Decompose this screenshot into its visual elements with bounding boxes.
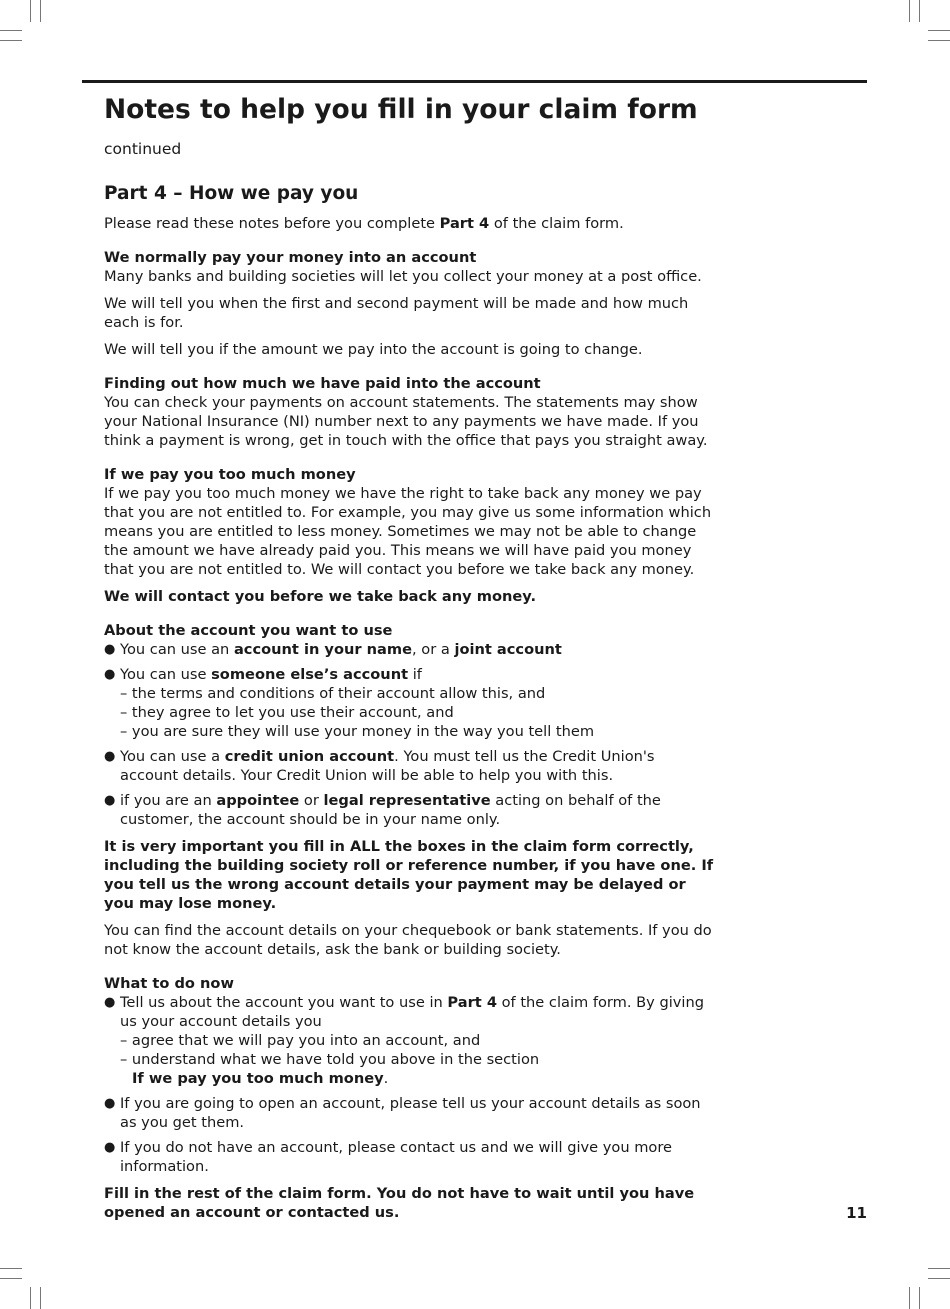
paragraph: We will tell you if the amount we pay into the account is going to change.	[104, 341, 643, 358]
crop-mark	[0, 1268, 22, 1269]
crop-mark	[928, 1268, 950, 1269]
crop-mark	[0, 30, 22, 31]
text: . You must tell us the Credit Union's account details. Your Credit Union will be able to help you with this.	[120, 748, 655, 784]
crop-mark	[919, 0, 920, 22]
list-item	[104, 1094, 714, 1132]
page-title-text: Notes to help you fill in your claim form	[104, 94, 698, 125]
paragraph: You can check your payments on account statements. The statements may show your National Insurance (NI) number next to any payments we have made. If you think a payment is wrong, get in touch with the office that pays you straight away.	[104, 394, 708, 449]
paragraph: You can find the account details on your chequebook or bank statements. If you do not know the account details, ask the bank or building society.	[104, 922, 712, 958]
bullet-dot-icon: ●	[104, 995, 116, 1010]
intro-text-after: of the claim form.	[489, 215, 624, 232]
text: If you do not have an account, please contact us and we will give you more information.	[120, 1139, 673, 1175]
intro-text: Please read these notes before you complete	[104, 215, 440, 232]
bold-text: If we pay you too much money	[132, 1070, 384, 1087]
list-item	[104, 640, 714, 659]
section-heading-normally: We normally pay your money into an account	[104, 249, 477, 266]
important-notice: It is very important you fill in ALL the boxes in the claim form correctly, including the building society roll or reference number, if you have one. If you tell us the wrong account details your payment may be delayed or you may lose money.	[104, 838, 714, 912]
bullet-dot-icon: ●	[104, 793, 116, 808]
dash-item: – understand what we have told you above in the section	[120, 1051, 540, 1068]
text: You can use a	[120, 748, 225, 765]
paragraph: Many banks and building societies will let you collect your money at a post office.	[104, 268, 702, 285]
list-item	[104, 665, 714, 741]
crop-mark	[40, 0, 41, 22]
final-notice: Fill in the rest of the claim form. You do not have to wait until you have opened an account or contacted us.	[104, 1185, 695, 1221]
crop-mark	[928, 1278, 950, 1279]
text: You can use	[120, 666, 212, 683]
bold-text: account in your name	[233, 641, 412, 658]
paragraph: If we pay you too much money we have the right to take back any money we pay that you are not entitled to. For example, you may give us some information which means you are entitled to less money. Sometimes we may not be able to change the amount we have already paid you. This means we will have paid you money that you are not entitled to. We will contact you before we take back any money.	[104, 485, 712, 578]
page-title	[104, 92, 714, 167]
dash-item: – agree that we will pay you into an account, and	[120, 1032, 481, 1049]
list-item	[104, 1138, 714, 1176]
dash-item: – you are sure they will use your money in the way you tell them	[120, 723, 595, 740]
crop-mark	[0, 1278, 22, 1279]
list-item	[104, 791, 714, 829]
bold-notice: We will contact you before we take back any money.	[104, 588, 537, 605]
bullet-dot-icon: ●	[104, 749, 116, 764]
dash-item-continued	[120, 1069, 714, 1088]
bullet-dot-icon: ●	[104, 642, 116, 657]
bold-text: Part 4	[447, 994, 497, 1011]
crop-mark	[0, 40, 22, 41]
bold-text: legal representative	[323, 792, 491, 809]
paragraph: We will tell you when the first and second payment will be made and how much each is for.	[104, 295, 689, 331]
section-heading-finding: Finding out how much we have paid into the account	[104, 375, 541, 392]
text: if you are an	[120, 792, 217, 809]
part-heading: Part 4 – How we pay you	[104, 183, 359, 204]
crop-mark	[30, 0, 31, 22]
page-title-suffix: continued	[104, 140, 182, 158]
text: .	[383, 1070, 389, 1087]
page-number: 11	[846, 1204, 867, 1222]
crop-mark	[909, 0, 910, 22]
crop-mark	[928, 30, 950, 31]
section-heading-overpay: If we pay you too much money	[104, 466, 356, 483]
page-content	[104, 92, 714, 1222]
section-heading-whattodo: What to do now	[104, 975, 234, 992]
top-rule	[82, 80, 867, 83]
part-intro	[104, 214, 714, 233]
crop-mark	[30, 1287, 31, 1309]
list-item	[104, 747, 714, 785]
text: if	[408, 666, 422, 683]
dash-item: – they agree to let you use their account, and	[120, 704, 454, 721]
list-item	[104, 993, 714, 1088]
text: If you are going to open an account, please tell us your account details as soon as you get them.	[120, 1095, 701, 1131]
crop-mark	[928, 40, 950, 41]
bullet-dot-icon: ●	[104, 1140, 116, 1155]
intro-bold: Part 4	[439, 215, 490, 232]
section-heading-account: About the account you want to use	[104, 622, 393, 639]
bullet-dot-icon: ●	[104, 667, 116, 682]
dash-item: – the terms and conditions of their account allow this, and	[120, 685, 546, 702]
crop-mark	[909, 1287, 910, 1309]
crop-mark	[40, 1287, 41, 1309]
text: You can use an	[120, 641, 234, 658]
text: Tell us about the account you want to use in	[120, 994, 448, 1011]
bold-text: someone else’s account	[211, 666, 409, 683]
text: , or a	[412, 641, 455, 658]
bold-text: credit union account	[224, 748, 395, 765]
text: or	[299, 792, 324, 809]
bullet-dot-icon: ●	[104, 1096, 116, 1111]
text: of the claim form. By giving us your account details you	[120, 994, 704, 1030]
crop-mark	[919, 1287, 920, 1309]
bold-text: joint account	[454, 641, 562, 658]
bold-text: appointee	[216, 792, 300, 809]
text: acting on behalf of the customer, the account should be in your name only.	[120, 792, 661, 828]
